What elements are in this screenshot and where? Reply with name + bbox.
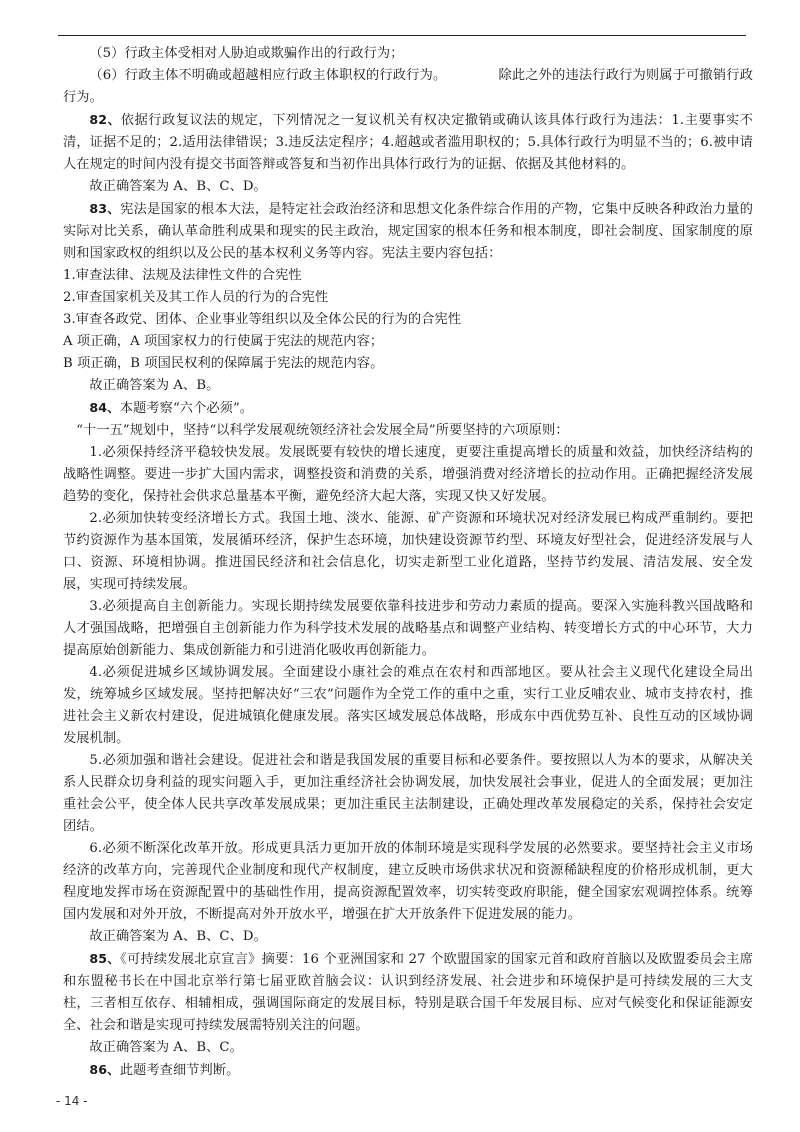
paragraph-text: 2.审查国家机关及其工作人员的行为的合宪性 [63, 290, 329, 305]
paragraph-text: 故正确答案为 A、B、C、D。 [89, 929, 267, 944]
paragraph-text: 此题考查细节判断。 [119, 1063, 240, 1078]
paragraph-text: 故正确答案为 A、B。 [89, 378, 220, 393]
question-number: 85、 [89, 951, 121, 966]
paragraph-text: “十一五”规划中，坚持“以科学发展观统领经济社会发展全局”所要坚持的六项原则： [76, 423, 569, 438]
paragraph-text: 依据行政复议法的规定，下列情况之一复议机关有权决定撤销或确认该具体行政行为违法：1.主要事实不清，证据不足的；2.适用法律错误；3.违反法定程序；4.超越或者滥用职权的；5.具体行政行为明显不当的；6.被申请人在规定的时间内没有提交书面答辩或答复和当初作出具体行政行为的证据、依据及其他材料的。 [63, 113, 754, 172]
paragraph [63, 948, 753, 1037]
paragraph-text: （6）行政主体不明确或超越相应行政主体职权的行政行为。 [89, 68, 447, 83]
paragraph-text: 2.必须加快转变经济增长方式。我国土地、淡水、能源、矿产资源和环境状况对经济发展已构成严重制约。要把节约资源作为基本国策，发展循环经济，保护生态环境，加快建设资源节约型、环境友好型社会，促进经济发展与人口、资源、环境相协调。推进国民经济和社会信息化，切实走新型工业化道路，坚持节约发展、清洁发展、安全发展，实现可持续发展。 [63, 511, 753, 592]
paragraph [63, 353, 753, 375]
paragraph-text: 故正确答案为 A、B、C。 [89, 1040, 243, 1055]
paragraph [63, 926, 753, 948]
paragraph-text-tail: 除此之外的违法行政行为则属于可撤销行政行为。 [63, 68, 753, 105]
header-rule [58, 35, 746, 36]
paragraph [63, 331, 753, 353]
paragraph-text: 《可持续发展北京宣言》摘要：16 个亚洲国家和 27 个欧盟国家的国家元首和政府首脑以及欧盟委员会主席和东盟秘书长在中国北京举行第七届亚欧首脑会议：认识到经济发展、社会进步和环境保护是可持续发展的三大支柱，三者相互依存、相辅相成，强调国际商定的发展目标，特别是联合国千年发展目标、应对气候变化和保证能源安全、社会和谐是实现可持续发展需特别关注的问题。 [63, 952, 753, 1033]
paragraph [63, 838, 753, 926]
paragraph [63, 442, 753, 508]
paragraph-text: 4.必须促进城乡区域协调发展。全面建设小康社会的难点在农村和西部地区。要从社会主义现代化建设全局出发，统筹城乡区域发展。坚持把解决好“三农”问题作为全党工作的重中之重，实行工业反哺农业、城市支持农村，推进社会主义新农村建设，促进城镇化健康发展。落实区域发展总体战略，形成东中西优势互补、良性互动的区域协调发展机制。 [63, 665, 753, 746]
paragraph [63, 420, 753, 442]
question-number: 84、 [89, 400, 120, 415]
paragraph-text: 3.审查各政党、团体、企业事业等组织以及全体公民的行为的合宪性 [63, 312, 462, 327]
paragraph [63, 397, 753, 420]
paragraph [63, 65, 753, 109]
paragraph [63, 750, 753, 838]
paragraph [63, 375, 753, 397]
paragraph [63, 1059, 753, 1082]
paragraph [63, 198, 753, 265]
paragraph-text: 1.审查法律、法规及法律性文件的合宪性 [63, 268, 302, 283]
paragraph [63, 596, 753, 662]
question-number: 86、 [89, 1062, 120, 1077]
paragraph-text: 宪法是国家的根本大法，是特定社会政治经济和思想文化条件综合作用的产物，它集中反映各种政治力量的实际对比关系，确认革命胜利成果和现实的民主政治，规定国家的根本任务和根本制度，即社会制度、国家制度的原则和国家政权的组织以及公民的基本权利义务等内容。宪法主要内容包括： [63, 202, 753, 261]
paragraph-text: 6.必须不断深化改革开放。形成更具活力更加开放的体制环境是实现科学发展的必然要求。要坚持社会主义市场经济的改革方向，完善现代企业制度和现代产权制度，建立反映市场供求状况和资源稀缺程度的价格形成机制，更大程度地发挥市场在资源配置中的基础性作用，提高资源配置效率，切实转变政府职能，健全国家宏观调控体系。统筹国内发展和对外开放，不断提高对外开放水平，增强在扩大开放条件下促进发展的能力。 [63, 841, 753, 922]
paragraph-text: 故正确答案为 A、B、C、D。 [89, 179, 267, 194]
question-number: 83、 [89, 201, 121, 216]
question-number: 82、 [89, 112, 121, 127]
paragraph [63, 1037, 753, 1059]
paragraph [63, 309, 753, 331]
paragraph [63, 287, 753, 309]
paragraph-text: 1.必须保持经济平稳较快发展。发展既要有较快的增长速度，更要注重提高增长的质量和效益，加快经济结构的战略性调整。要进一步扩大国内需求，调整投资和消费的关系，增强消费对经济增长的拉动作用。正确把握经济发展趋势的变化，保持社会供求总量基本平衡，避免经济大起大落，实现又快又好发展。 [63, 445, 753, 504]
paragraph [63, 109, 753, 176]
page-number: - 14 - [56, 1094, 88, 1108]
document-body [63, 43, 753, 1082]
paragraph [63, 265, 753, 287]
paragraph-text: 3.必须提高自主创新能力。实现长期持续发展要依靠科技进步和劳动力素质的提高。要深入实施科教兴国战略和人才强国战略，把增强自主创新能力作为科学技术发展的战略基点和调整产业结构、转变增长方式的中心环节，大力提高原始创新能力、集成创新能力和引进消化吸收再创新能力。 [63, 599, 753, 658]
paragraph-text: B 项正确，B 项国民权利的保障属于宪法的规范内容。 [63, 356, 384, 371]
paragraph-text: （5）行政主体受相对人胁迫或欺骗作出的行政行为； [89, 46, 404, 61]
paragraph-text: A 项正确，A 项国家权力的行使属于宪法的规范内容； [63, 334, 384, 349]
paragraph-text: 本题考察“六个必须”。 [119, 401, 254, 416]
paragraph-text: 5.必须加强和谐社会建设。促进社会和谐是我国发展的重要目标和必要条件。要按照以人为本的要求，从解决关系人民群众切身利益的现实问题入手，更加注重经济社会协调发展，加快发展社会事业，促进人的全面发展；更加注重社会公平，使全体人民共享改革发展成果；更加注重民主法制建设，正确处理改革发展稳定的关系，保持社会安定团结。 [63, 753, 753, 834]
paragraph [63, 176, 753, 198]
paragraph [63, 662, 753, 750]
paragraph [63, 43, 753, 65]
paragraph [63, 508, 753, 596]
